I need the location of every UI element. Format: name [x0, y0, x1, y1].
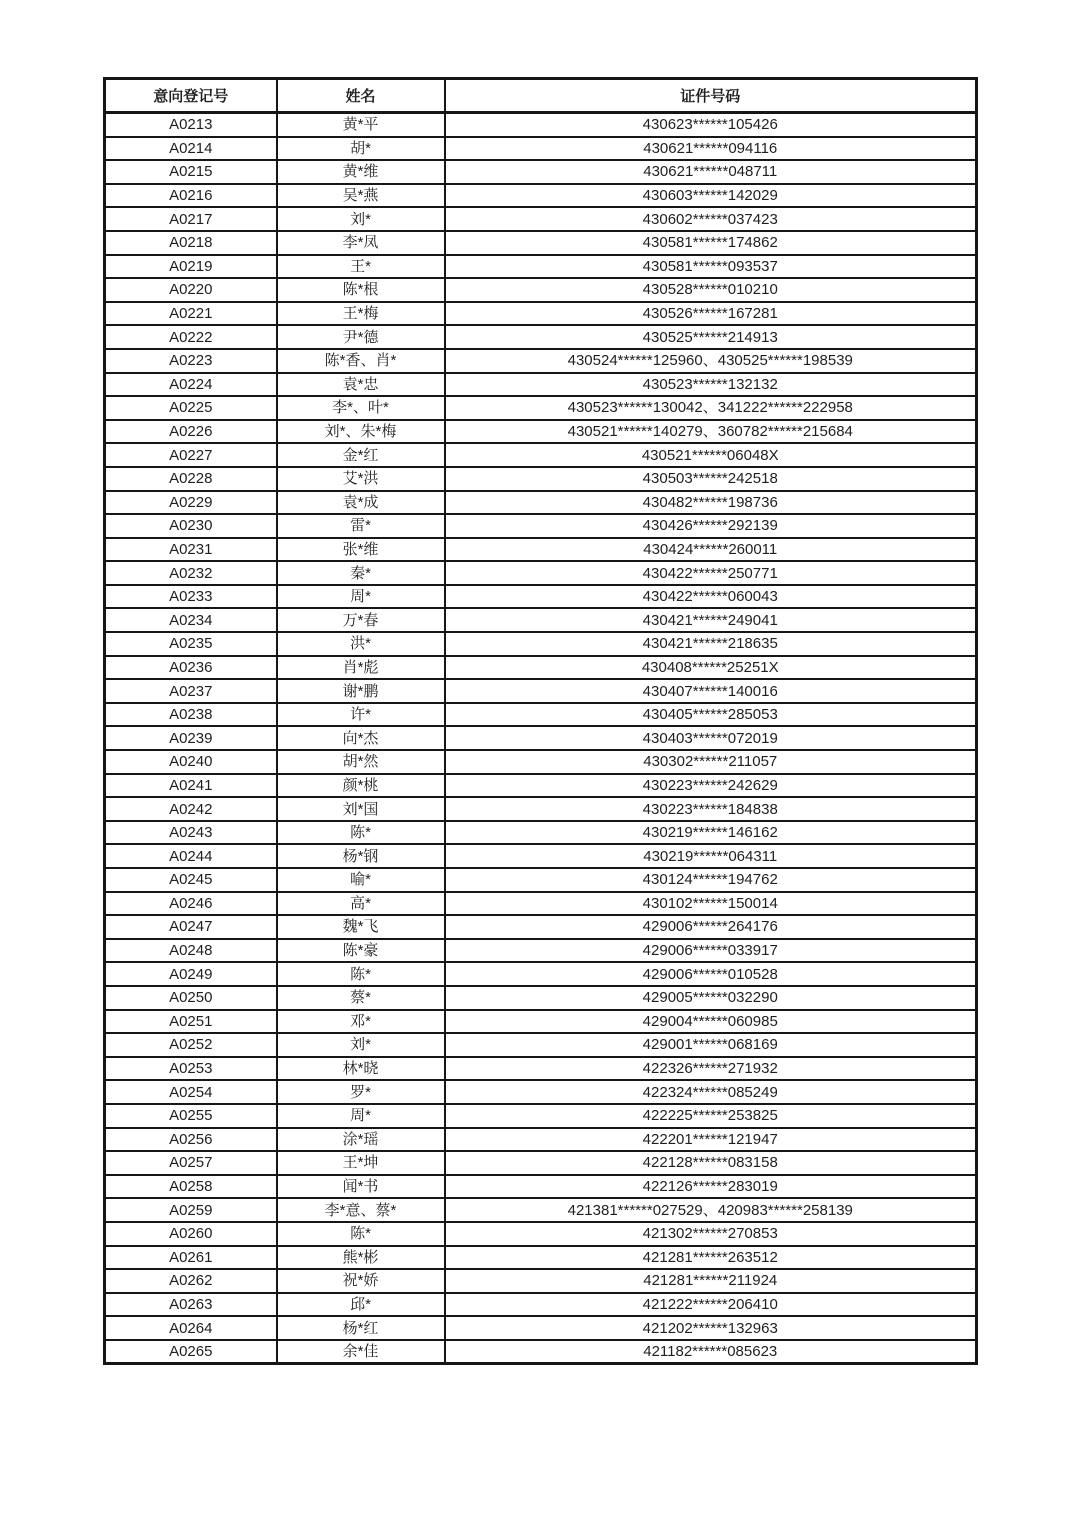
table-row — [105, 726, 977, 750]
id-number-cell: 430525******214913 — [445, 325, 977, 349]
id-number-cell: 421222******206410 — [445, 1293, 977, 1317]
id-number-cell: 430581******093537 — [445, 255, 977, 279]
name-cell: 陈* — [277, 821, 445, 845]
name-cell: 袁*忠 — [277, 373, 445, 397]
table-row — [105, 137, 977, 161]
registration-id-cell: A0261 — [105, 1246, 277, 1270]
id-number-cell: 422126******283019 — [445, 1175, 977, 1199]
registration-id-cell: A0264 — [105, 1316, 277, 1340]
table-row — [105, 1128, 977, 1152]
registration-id-cell: A0234 — [105, 608, 277, 632]
registration-id-cell: A0224 — [105, 373, 277, 397]
table-row — [105, 703, 977, 727]
registration-id-cell: A0215 — [105, 160, 277, 184]
id-number-cell: 421302******270853 — [445, 1222, 977, 1246]
registration-id-cell: A0265 — [105, 1340, 277, 1364]
table-row — [105, 1340, 977, 1364]
name-cell: 闻*书 — [277, 1175, 445, 1199]
name-cell: 秦* — [277, 561, 445, 585]
id-number-cell: 430223******242629 — [445, 774, 977, 798]
table-row — [105, 797, 977, 821]
id-number-cell: 429006******010528 — [445, 962, 977, 986]
id-number-cell: 430219******146162 — [445, 821, 977, 845]
name-cell: 李*凤 — [277, 231, 445, 255]
name-cell: 许* — [277, 703, 445, 727]
name-cell: 陈*根 — [277, 278, 445, 302]
name-cell: 蔡* — [277, 986, 445, 1010]
id-number-cell: 430523******130042、341222******222958 — [445, 396, 977, 420]
registration-id-cell: A0248 — [105, 939, 277, 963]
name-cell: 王*坤 — [277, 1151, 445, 1175]
name-cell: 金*红 — [277, 443, 445, 467]
table-row — [105, 1246, 977, 1270]
registration-id-cell: A0247 — [105, 915, 277, 939]
id-number-cell: 430223******184838 — [445, 797, 977, 821]
name-cell: 刘*、朱*梅 — [277, 420, 445, 444]
id-number-cell: 422201******121947 — [445, 1128, 977, 1152]
registration-id-cell: A0238 — [105, 703, 277, 727]
id-number-cell: 430623******105426 — [445, 113, 977, 137]
id-number-cell: 430407******140016 — [445, 679, 977, 703]
table-row — [105, 396, 977, 420]
name-cell: 胡* — [277, 137, 445, 161]
name-cell: 高* — [277, 892, 445, 916]
table-row — [105, 160, 977, 184]
id-number-cell: 430302******211057 — [445, 750, 977, 774]
registration-id-cell: A0236 — [105, 656, 277, 680]
registration-id-cell: A0254 — [105, 1080, 277, 1104]
registration-id-cell: A0239 — [105, 726, 277, 750]
registration-id-cell: A0258 — [105, 1175, 277, 1199]
registration-id-cell: A0214 — [105, 137, 277, 161]
id-number-cell: 422326******271932 — [445, 1057, 977, 1081]
id-number-cell: 429004******060985 — [445, 1010, 977, 1034]
registration-id-cell: A0237 — [105, 679, 277, 703]
table-row — [105, 1033, 977, 1057]
name-cell: 黄*维 — [277, 160, 445, 184]
registration-id-cell: A0250 — [105, 986, 277, 1010]
id-number-cell: 430422******060043 — [445, 585, 977, 609]
table-row — [105, 1104, 977, 1128]
registration-id-cell: A0241 — [105, 774, 277, 798]
name-cell: 陈*香、肖* — [277, 349, 445, 373]
registration-id-cell: A0232 — [105, 561, 277, 585]
name-cell: 魏*飞 — [277, 915, 445, 939]
registration-id-cell: A0218 — [105, 231, 277, 255]
registration-id-cell: A0262 — [105, 1269, 277, 1293]
table-row — [105, 656, 977, 680]
registration-id-cell: A0256 — [105, 1128, 277, 1152]
registration-id-cell: A0216 — [105, 184, 277, 208]
id-number-cell: 430124******194762 — [445, 868, 977, 892]
name-cell: 艾*洪 — [277, 467, 445, 491]
registration-id-cell: A0213 — [105, 113, 277, 137]
name-cell: 洪* — [277, 632, 445, 656]
id-number-cell: 422128******083158 — [445, 1151, 977, 1175]
registration-id-cell: A0221 — [105, 302, 277, 326]
id-number-cell: 422225******253825 — [445, 1104, 977, 1128]
table-row — [105, 608, 977, 632]
id-number-cell: 421202******132963 — [445, 1316, 977, 1340]
header-name: 姓名 — [277, 79, 445, 113]
table-row — [105, 1010, 977, 1034]
registration-table — [103, 77, 978, 1365]
table-row — [105, 1316, 977, 1340]
name-cell: 陈* — [277, 1222, 445, 1246]
registration-id-cell: A0217 — [105, 207, 277, 231]
registration-id-cell: A0251 — [105, 1010, 277, 1034]
id-number-cell: 430521******140279、360782******215684 — [445, 420, 977, 444]
id-number-cell: 430421******218635 — [445, 632, 977, 656]
name-cell: 张*维 — [277, 538, 445, 562]
registration-id-cell: A0230 — [105, 514, 277, 538]
name-cell: 雷* — [277, 514, 445, 538]
table-row — [105, 1222, 977, 1246]
table-row — [105, 892, 977, 916]
id-number-cell: 430621******094116 — [445, 137, 977, 161]
table-row — [105, 1080, 977, 1104]
id-number-cell: 430408******25251X — [445, 656, 977, 680]
name-cell: 周* — [277, 585, 445, 609]
table-row — [105, 561, 977, 585]
name-cell: 杨*钢 — [277, 844, 445, 868]
id-number-cell: 421381******027529、420983******258139 — [445, 1198, 977, 1222]
table-row — [105, 774, 977, 798]
name-cell: 刘*国 — [277, 797, 445, 821]
header-id-number: 证件号码 — [445, 79, 977, 113]
registration-id-cell: A0245 — [105, 868, 277, 892]
name-cell: 黄*平 — [277, 113, 445, 137]
table-row — [105, 632, 977, 656]
table-row — [105, 325, 977, 349]
id-number-cell: 430482******198736 — [445, 491, 977, 515]
name-cell: 熊*彬 — [277, 1246, 445, 1270]
name-cell: 吴*燕 — [277, 184, 445, 208]
table-row — [105, 1057, 977, 1081]
table-row — [105, 750, 977, 774]
table-row — [105, 915, 977, 939]
name-cell: 王*梅 — [277, 302, 445, 326]
registration-id-cell: A0240 — [105, 750, 277, 774]
table-row — [105, 1293, 977, 1317]
id-number-cell: 430421******249041 — [445, 608, 977, 632]
registration-id-cell: A0226 — [105, 420, 277, 444]
name-cell: 颜*桃 — [277, 774, 445, 798]
name-cell: 袁*成 — [277, 491, 445, 515]
registration-id-cell: A0255 — [105, 1104, 277, 1128]
name-cell: 余*佳 — [277, 1340, 445, 1364]
id-number-cell: 430403******072019 — [445, 726, 977, 750]
id-number-cell: 421281******211924 — [445, 1269, 977, 1293]
table-row — [105, 1269, 977, 1293]
id-number-cell: 430503******242518 — [445, 467, 977, 491]
registration-id-cell: A0228 — [105, 467, 277, 491]
name-cell: 周* — [277, 1104, 445, 1128]
name-cell: 杨*红 — [277, 1316, 445, 1340]
registration-id-cell: A0253 — [105, 1057, 277, 1081]
id-number-cell: 430524******125960、430525******198539 — [445, 349, 977, 373]
id-number-cell: 429006******033917 — [445, 939, 977, 963]
table-row — [105, 443, 977, 467]
table-row — [105, 349, 977, 373]
table-row — [105, 821, 977, 845]
table-row — [105, 420, 977, 444]
name-cell: 祝*娇 — [277, 1269, 445, 1293]
registration-id-cell: A0231 — [105, 538, 277, 562]
name-cell: 林*晓 — [277, 1057, 445, 1081]
registration-id-cell: A0243 — [105, 821, 277, 845]
table-row — [105, 302, 977, 326]
id-number-cell: 422324******085249 — [445, 1080, 977, 1104]
name-cell: 刘* — [277, 207, 445, 231]
name-cell: 尹*德 — [277, 325, 445, 349]
name-cell: 王* — [277, 255, 445, 279]
table-row — [105, 962, 977, 986]
name-cell: 罗* — [277, 1080, 445, 1104]
table-row — [105, 184, 977, 208]
table-row — [105, 585, 977, 609]
name-cell: 邓* — [277, 1010, 445, 1034]
name-cell: 邱* — [277, 1293, 445, 1317]
name-cell: 万*春 — [277, 608, 445, 632]
id-number-cell: 430621******048711 — [445, 160, 977, 184]
table-row — [105, 868, 977, 892]
table-row — [105, 1151, 977, 1175]
id-number-cell: 430581******174862 — [445, 231, 977, 255]
registration-id-cell: A0235 — [105, 632, 277, 656]
table-row — [105, 255, 977, 279]
id-number-cell: 430219******064311 — [445, 844, 977, 868]
table-row — [105, 491, 977, 515]
id-number-cell: 430603******142029 — [445, 184, 977, 208]
table-row — [105, 1175, 977, 1199]
table-row — [105, 231, 977, 255]
id-number-cell: 429005******032290 — [445, 986, 977, 1010]
id-number-cell: 430405******285053 — [445, 703, 977, 727]
id-number-cell: 421281******263512 — [445, 1246, 977, 1270]
table-row — [105, 538, 977, 562]
registration-id-cell: A0252 — [105, 1033, 277, 1057]
registration-id-cell: A0257 — [105, 1151, 277, 1175]
registration-id-cell: A0233 — [105, 585, 277, 609]
id-number-cell: 430526******167281 — [445, 302, 977, 326]
table-row — [105, 373, 977, 397]
id-number-cell: 430422******250771 — [445, 561, 977, 585]
registration-id-cell: A0259 — [105, 1198, 277, 1222]
table-row — [105, 986, 977, 1010]
id-number-cell: 430602******037423 — [445, 207, 977, 231]
table-body — [105, 113, 977, 1364]
registration-id-cell: A0222 — [105, 325, 277, 349]
name-cell: 涂*瑶 — [277, 1128, 445, 1152]
name-cell: 刘* — [277, 1033, 445, 1057]
id-number-cell: 430523******132132 — [445, 373, 977, 397]
registration-id-cell: A0263 — [105, 1293, 277, 1317]
id-number-cell: 429001******068169 — [445, 1033, 977, 1057]
registration-id-cell: A0227 — [105, 443, 277, 467]
header-registration-id: 意向登记号 — [105, 79, 277, 113]
header-row — [105, 79, 977, 113]
registration-id-cell: A0249 — [105, 962, 277, 986]
name-cell: 喻* — [277, 868, 445, 892]
id-number-cell: 430521******06048X — [445, 443, 977, 467]
name-cell: 胡*然 — [277, 750, 445, 774]
id-number-cell: 430424******260011 — [445, 538, 977, 562]
id-number-cell: 430102******150014 — [445, 892, 977, 916]
table-row — [105, 467, 977, 491]
name-cell: 谢*鹏 — [277, 679, 445, 703]
table-row — [105, 939, 977, 963]
registration-id-cell: A0219 — [105, 255, 277, 279]
table-row — [105, 844, 977, 868]
name-cell: 向*杰 — [277, 726, 445, 750]
table-row — [105, 1198, 977, 1222]
registration-id-cell: A0242 — [105, 797, 277, 821]
table-row — [105, 207, 977, 231]
registration-id-cell: A0244 — [105, 844, 277, 868]
name-cell: 李*、叶* — [277, 396, 445, 420]
id-number-cell: 429006******264176 — [445, 915, 977, 939]
id-number-cell: 430426******292139 — [445, 514, 977, 538]
table-row — [105, 679, 977, 703]
registration-id-cell: A0246 — [105, 892, 277, 916]
table-row — [105, 278, 977, 302]
id-number-cell: 430528******010210 — [445, 278, 977, 302]
registration-id-cell: A0223 — [105, 349, 277, 373]
table-row — [105, 514, 977, 538]
id-number-cell: 421182******085623 — [445, 1340, 977, 1364]
registration-id-cell: A0220 — [105, 278, 277, 302]
table-row — [105, 113, 977, 137]
name-cell: 陈* — [277, 962, 445, 986]
name-cell: 陈*豪 — [277, 939, 445, 963]
name-cell: 肖*彪 — [277, 656, 445, 680]
registration-id-cell: A0229 — [105, 491, 277, 515]
registration-id-cell: A0260 — [105, 1222, 277, 1246]
registration-id-cell: A0225 — [105, 396, 277, 420]
name-cell: 李*意、蔡* — [277, 1198, 445, 1222]
